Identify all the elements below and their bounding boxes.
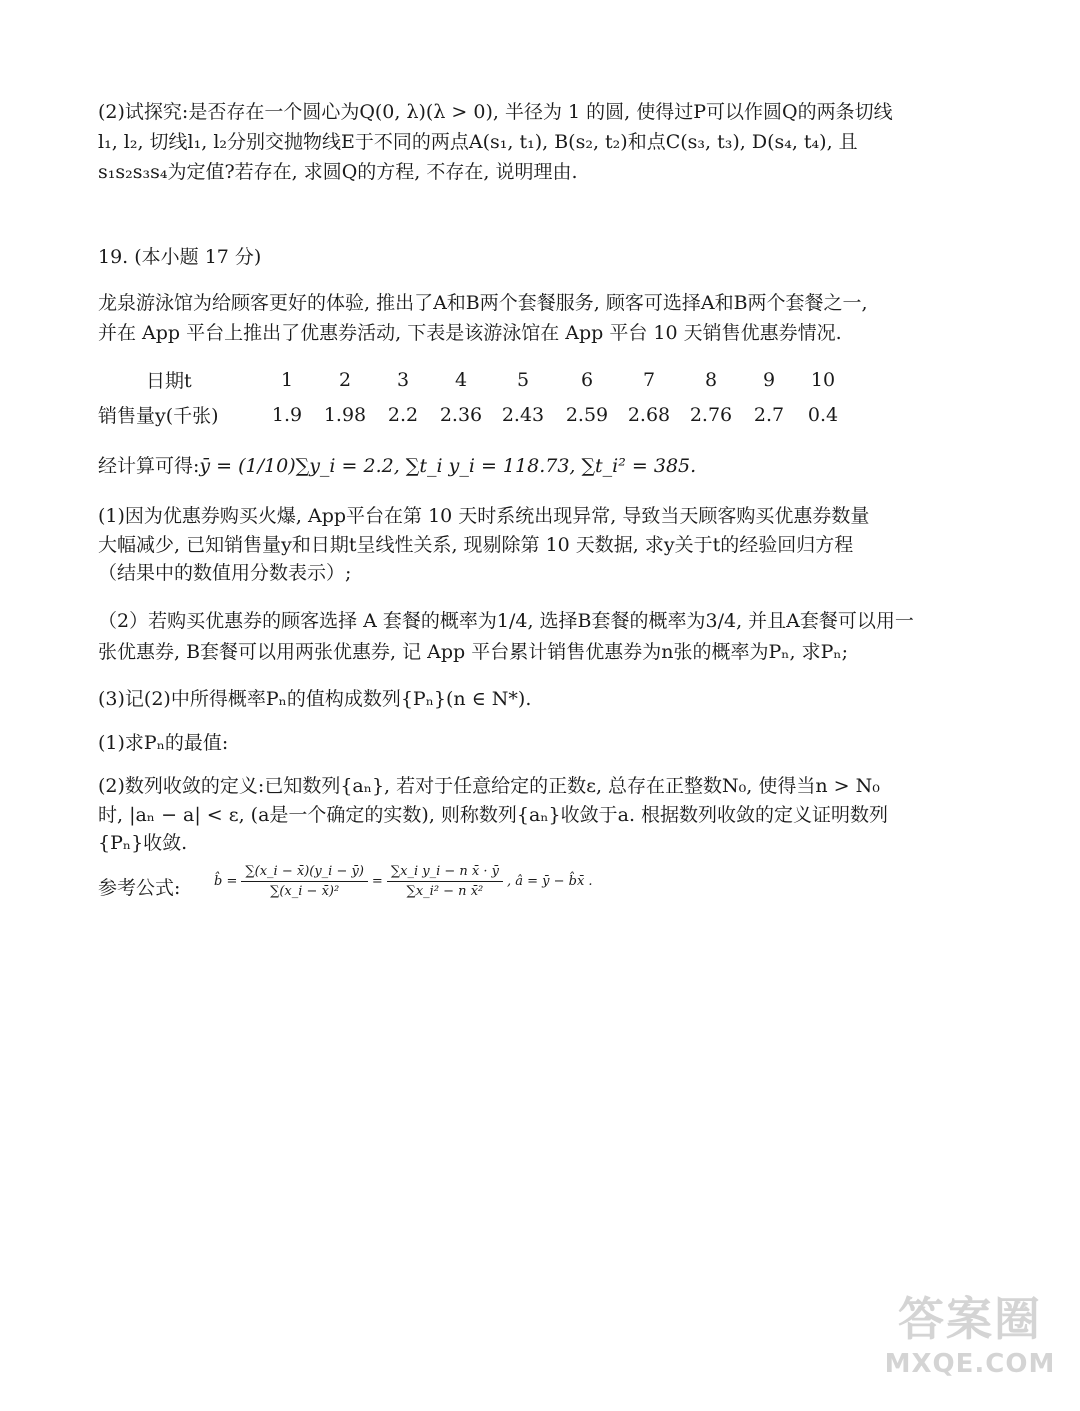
- part2-line2: 张优惠券, B套餐可以用两张优惠券, 记 App 平台累计销售优惠券为n张的概率为Pₙ, 求Pₙ;: [98, 641, 848, 663]
- formula-denominator-1: ∑(x_i − x̄)²: [270, 884, 340, 899]
- part2-line1: （2）若购买优惠券的顾客选择 A 套餐的概率为1/4, 选择B套餐的概率为3/4, 并且A套餐可以用一: [98, 610, 914, 632]
- part3-sub2-line1: (2)数列收敛的定义:已知数列{aₙ}, 若对于任意给定的正数ε, 总存在正整数N₀, 使得当n > N₀: [98, 775, 880, 797]
- table-cell: 5: [516, 368, 530, 391]
- reference-formula: [214, 862, 593, 901]
- formula-fraction-1: [241, 862, 368, 901]
- watermark-url: MXQE.COM: [884, 1349, 1056, 1379]
- part1-line2: 大幅减少, 已知销售量y和日期t呈线性关系, 现剔除第 10 天数据, 求y关于t的经验回归方程: [98, 534, 854, 556]
- table-cell: 2.2: [387, 403, 419, 426]
- table-row-label: 日期t: [146, 370, 192, 392]
- q18-part2-line3: s₁s₂s₃s₄为定值?若存在, 求圆Q的方程, 不存在, 说明理由.: [98, 161, 578, 183]
- table-cell: 2.7: [753, 403, 785, 426]
- q19-intro-line1: 龙泉游泳馆为给顾客更好的体验, 推出了A和B两个套餐服务, 顾客可选择A和B两个套餐之一,: [98, 292, 868, 314]
- table-cell: 2.36: [439, 403, 483, 426]
- computed-formula: ȳ = (1/10)∑y_i = 2.2, ∑t_i y_i = 118.73, ∑t_i² = 385.: [199, 455, 697, 477]
- q19-header: 19. (本小题 17 分): [98, 246, 262, 268]
- formula-numerator-2: ∑x_i y_i − n x̄ · ȳ: [387, 862, 503, 882]
- table-cell: 2.68: [627, 403, 671, 426]
- formula-a-hat: , â = ȳ − b̂x̄ .: [506, 874, 593, 889]
- formula-denominator-2: ∑x_i² − n x̄²: [406, 884, 484, 899]
- table-cell: 2.43: [501, 403, 545, 426]
- table-row-sales: [98, 397, 850, 432]
- q19-intro-line2: 并在 App 平台上推出了优惠券活动, 下表是该游泳馆在 App 平台 10 天销售优惠券情况.: [98, 322, 842, 344]
- computed-line: [98, 452, 696, 480]
- formula-equals: =: [371, 874, 383, 889]
- watermark-text: 答案圈: [898, 1292, 1042, 1346]
- table-cell: 1: [280, 368, 294, 391]
- table-cell: 9: [762, 368, 776, 391]
- part1-line1: (1)因为优惠券购买火爆, App平台在第 10 天时系统出现异常, 导致当天顾客购买优惠券数量: [98, 505, 870, 527]
- part1-line3: （结果中的数值用分数表示）;: [98, 562, 352, 584]
- watermark-logo: [880, 1283, 1060, 1403]
- table-cell: 0.4: [807, 403, 839, 426]
- sales-table: [98, 362, 850, 432]
- table-cell: 2: [338, 368, 352, 391]
- part3-sub1: (1)求Pₙ的最值:: [98, 732, 229, 754]
- table-cell: 7: [642, 368, 656, 391]
- q18-part2-line2: l₁, l₂, 切线l₁, l₂分别交抛物线E于不同的两点A(s₁, t₁), B(s₂, t₂)和点C(s₃, t₃), D(s₄, t₄), 且: [98, 131, 858, 153]
- table-cell: 10: [810, 368, 836, 391]
- table-row-label: 销售量y(千张): [98, 405, 219, 427]
- table-row-days: [98, 362, 850, 397]
- table-cell: 1.98: [323, 403, 367, 426]
- computed-prefix: 经计算可得:: [98, 455, 200, 477]
- formula-fraction-2: [387, 862, 503, 901]
- table-cell: 2.76: [689, 403, 733, 426]
- part3-sub2-line3: {Pₙ}收敛.: [98, 832, 188, 854]
- part3-line1: (3)记(2)中所得概率Pₙ的值构成数列{Pₙ}(n ∈ N*).: [98, 688, 532, 710]
- table-cell: 2.59: [565, 403, 609, 426]
- q18-part2-line1: (2)试探究:是否存在一个圆心为Q(0, λ)(λ > 0), 半径为 1 的圆, 使得过P可以作圆Q的两条切线: [98, 101, 893, 123]
- table-cell: 3: [396, 368, 410, 391]
- reference-label: 参考公式:: [98, 877, 181, 899]
- table-cell: 1.9: [271, 403, 303, 426]
- table-cell: 4: [454, 368, 468, 391]
- table-cell: 6: [580, 368, 594, 391]
- formula-b-hat: b̂ =: [214, 874, 238, 889]
- part3-sub2-line2: 时, |aₙ − a| < ε, (a是一个确定的实数), 则称数列{aₙ}收敛于a. 根据数列收敛的定义证明数列: [98, 804, 889, 826]
- formula-numerator-1: ∑(x_i − x̄)(y_i − ȳ): [241, 862, 368, 882]
- table-cell: 8: [704, 368, 718, 391]
